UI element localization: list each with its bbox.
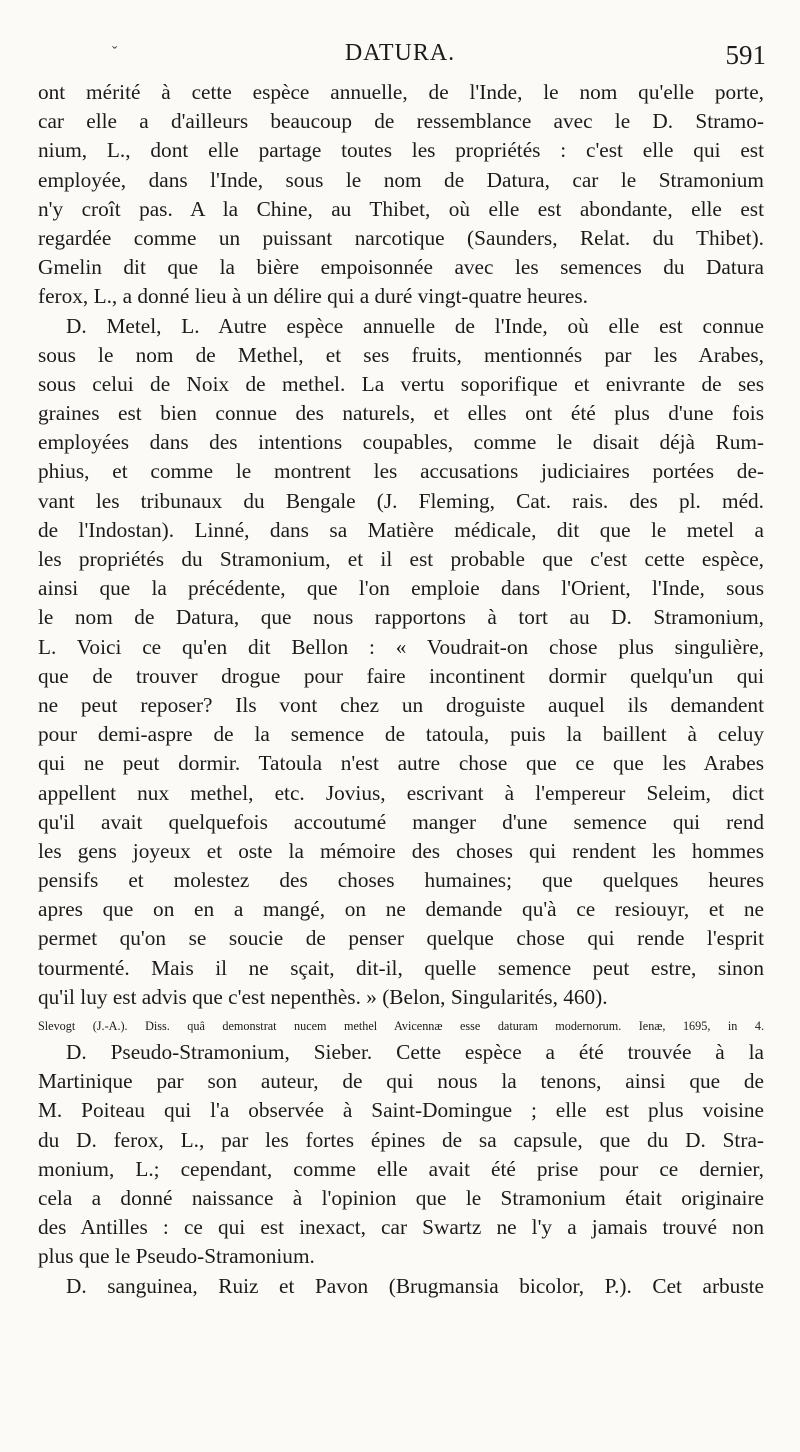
- text-line: les propriétés du Stramonium, et il est probable que c'est cette espèce,: [38, 547, 764, 571]
- text-line: employée, dans l'Inde, sous le nom de Datura, car le Stramonium: [38, 167, 764, 192]
- text-line: D. Pseudo-Stramonium, Sieber. Cette espèce a été trouvée à la: [66, 1040, 764, 1064]
- text-line: D. Metel, L. Autre espèce annuelle de l'Inde, où elle est connue: [66, 313, 764, 338]
- text-line: employées dans des intentions coupables, comme le disait déjà Rum-: [38, 430, 764, 455]
- text-line: L. Voici ce qu'en dit Bellon : « Voudrait-on chose plus singulière,: [38, 634, 764, 659]
- text-line: regardée comme un puissant narcotique (Saunders, Relat. du Thibet).: [38, 225, 764, 250]
- text-line: pensifs et molestez des choses humaines; que quelques heures: [38, 868, 764, 893]
- text-line: plus que le Pseudo-Stramonium.: [38, 1244, 315, 1269]
- text-line: pour demi-aspre de la semence de tatoula, puis la baillent à celuy: [38, 722, 764, 747]
- text-line: n'y croît pas. A la Chine, au Thibet, où elle est abondante, elle est: [38, 196, 764, 221]
- text-line: tourmenté. Mais il ne sçait, dit-il, quelle semence peut estre, sinon: [38, 955, 764, 980]
- text-line: D. sanguinea, Ruiz et Pavon (Brugmansia bicolor, P.). Cet arbuste: [66, 1273, 764, 1298]
- text-line: Martinique par son auteur, de qui nous la tenons, ainsi que de: [38, 1069, 764, 1094]
- paragraph-block-2: [38, 1038, 764, 1301]
- text-line: car elle a d'ailleurs beaucoup de ressemblance avec le D. Stramo-: [38, 109, 764, 134]
- text-line: permet qu'on se soucie de penser quelque chose qui rende l'esprit: [38, 926, 764, 951]
- text-line: graines est bien connue des naturels, et elles ont été plus d'une fois: [38, 401, 764, 426]
- text-line: qu'il luy est advis que c'est nepenthès. » (Belon, Singularités, 460).: [38, 984, 608, 1009]
- margin-mark: ˇ: [112, 44, 118, 61]
- text-line: appellent nux methel, etc. Jovius, escrivant à l'empereur Seleim, dict: [38, 780, 764, 805]
- text-line: ne peut reposer? Ils vont chez un droguiste auquel ils demandent: [38, 692, 764, 717]
- text-line: M. Poiteau qui l'a observée à Saint-Domingue ; elle est plus voisine: [38, 1098, 764, 1123]
- text-line: qui ne peut dormir. Tatoula n'est autre chose que ce que les Arabes: [38, 751, 764, 776]
- text-line: ont mérité à cette espèce annuelle, de l'Inde, le nom qu'elle porte,: [38, 80, 764, 104]
- text-line: les gens joyeux et oste la mémoire des choses qui rendent les hommes: [38, 838, 764, 863]
- text-line: le nom de Datura, que nous rapportons à tort au D. Stramonium,: [38, 605, 764, 630]
- paragraph-block-1: [38, 78, 764, 1012]
- text-line: cela a donné naissance à l'opinion que le Stramonium était originaire: [38, 1185, 764, 1210]
- text-line: sous celui de Noix de methel. La vertu soporifique et enivrante de ses: [38, 371, 764, 396]
- body-text: [38, 78, 764, 1301]
- text-line: de l'Indostan). Linné, dans sa Matière médicale, dit que le metel a: [38, 517, 764, 542]
- text-line: Gmelin dit que la bière empoisonnée avec les semences du Datura: [38, 255, 764, 280]
- footnote-reference: Slevogt (J.-A.). Diss. quâ demonstrat nucem methel Avicennæ esse daturam modernorum. Ienæ, 1695, in 4.: [38, 1019, 764, 1033]
- text-line: des Antilles : ce qui est inexact, car Swartz ne l'y a jamais trouvé non: [38, 1215, 764, 1240]
- text-line: phius, et comme le montrent les accusations judiciaires portées de-: [38, 459, 764, 484]
- text-line: monium, L.; cependant, comme elle avait été prise pour ce dernier,: [38, 1156, 764, 1181]
- text-line: du D. ferox, L., par les fortes épines de sa capsule, que du D. Stra-: [38, 1127, 764, 1152]
- text-line: vant les tribunaux du Bengale (J. Fleming, Cat. rais. des pl. méd.: [38, 488, 764, 513]
- text-line: que de trouver drogue pour faire incontinent dormir quelqu'un qui: [38, 663, 764, 688]
- running-header: [0, 28, 800, 68]
- text-line: apres que on en a mangé, on ne demande qu'à ce resiouyr, et ne: [38, 897, 764, 922]
- text-line: qu'il avait quelquefois accoutumé manger d'une semence qui rend: [38, 809, 764, 834]
- text-line: sous le nom de Methel, et ses fruits, mentionnés par les Arabes,: [38, 342, 764, 367]
- running-title: DATURA.: [344, 40, 456, 66]
- page-number: 591: [725, 40, 766, 70]
- text-line: ferox, L., a donné lieu à un délire qui a duré vingt-quatre heures.: [38, 284, 588, 309]
- text-line: nium, L., dont elle partage toutes les propriétés : c'est elle qui est: [38, 138, 764, 163]
- text-line: ainsi que la précédente, que l'on emploie dans l'Orient, l'Inde, sous: [38, 576, 764, 601]
